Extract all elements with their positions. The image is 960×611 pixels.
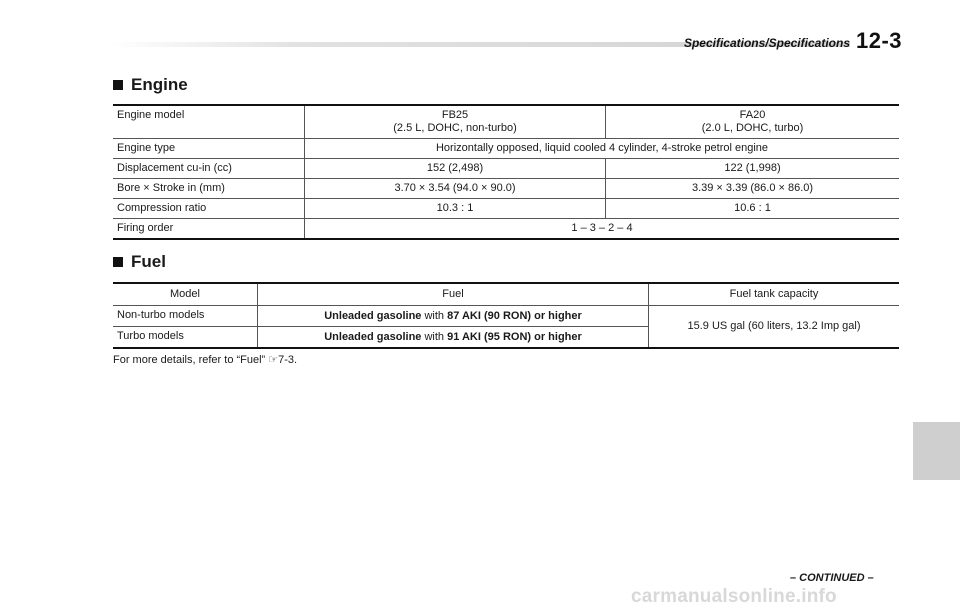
engine-heading-text: Engine	[131, 75, 188, 94]
fb25-cell: 10.3 : 1	[305, 199, 606, 219]
tank-capacity-cell: 15.9 US gal (60 liters, 13.2 Imp gal)	[687, 320, 861, 332]
fuel-connector: with	[424, 331, 445, 343]
fa20-cell: FA20 (2.0 L, DOHC, turbo)	[701, 109, 804, 134]
fa20-cell: 3.39 × 3.39 (86.0 × 86.0)	[691, 182, 814, 194]
row-label: Displacement cu-in (cc)	[113, 159, 305, 179]
fuel-cell	[258, 327, 649, 349]
fuel-cell	[258, 306, 649, 327]
fuel-spec-table	[113, 282, 899, 349]
row-label: Compression ratio	[113, 199, 305, 219]
row-label: Engine type	[113, 139, 305, 159]
fuel-type: Unleaded gasoline	[324, 310, 422, 322]
engine-spec-table	[113, 104, 899, 240]
fb25-cell: 152 (2,498)	[305, 159, 606, 179]
table-row	[113, 139, 899, 159]
fb25-cell: 3.70 × 3.54 (94.0 × 90.0)	[305, 179, 606, 199]
column-header-fuel: Fuel	[258, 283, 649, 306]
row-label: Firing order	[113, 219, 305, 240]
engine-heading	[113, 75, 188, 95]
model-cell: Turbo models	[113, 327, 258, 349]
watermark-text: carmanualsonline.info	[631, 586, 837, 607]
column-header-capacity: Fuel tank capacity	[729, 288, 819, 300]
row-label: Bore × Stroke in (mm)	[113, 179, 305, 199]
fa20-cell: 122 (1,998)	[724, 162, 781, 174]
octane-rating: 91 AKI (95 RON) or higher	[447, 331, 582, 343]
fuel-type: Unleaded gasoline	[324, 331, 422, 343]
reference-note[interactable]: For more details, refer to “Fuel” ☞7-3.	[113, 354, 298, 366]
square-bullet-icon	[113, 257, 123, 267]
octane-rating: 87 AKI (90 RON) or higher	[447, 310, 582, 322]
fuel-heading	[113, 252, 166, 272]
fuel-connector: with	[424, 310, 445, 322]
square-bullet-icon	[113, 80, 123, 90]
table-row	[113, 199, 899, 219]
model-cell: Non-turbo models	[113, 306, 258, 327]
row-label: Engine model	[113, 105, 305, 139]
table-row	[113, 219, 899, 240]
table-row	[113, 159, 899, 179]
shared-cell: 1 – 3 – 2 – 4	[571, 222, 633, 234]
shared-cell: Horizontally opposed, liquid cooled 4 cylinder, 4-stroke petrol engine	[435, 142, 769, 154]
running-header-title: Specifications/Specifications	[683, 36, 850, 50]
page-number: 12-3	[856, 28, 903, 53]
chapter-thumb-tab	[913, 422, 960, 480]
table-row	[113, 105, 899, 139]
continued-label: – CONTINUED –	[790, 572, 874, 584]
fuel-heading-text: Fuel	[131, 252, 166, 271]
fa20-cell: 10.6 : 1	[734, 202, 771, 214]
column-header-model: Model	[113, 283, 258, 306]
fb25-cell: FB25 (2.5 L, DOHC, non-turbo)	[305, 105, 606, 139]
table-row	[113, 306, 899, 327]
table-row	[113, 179, 899, 199]
table-header-row	[113, 283, 899, 306]
